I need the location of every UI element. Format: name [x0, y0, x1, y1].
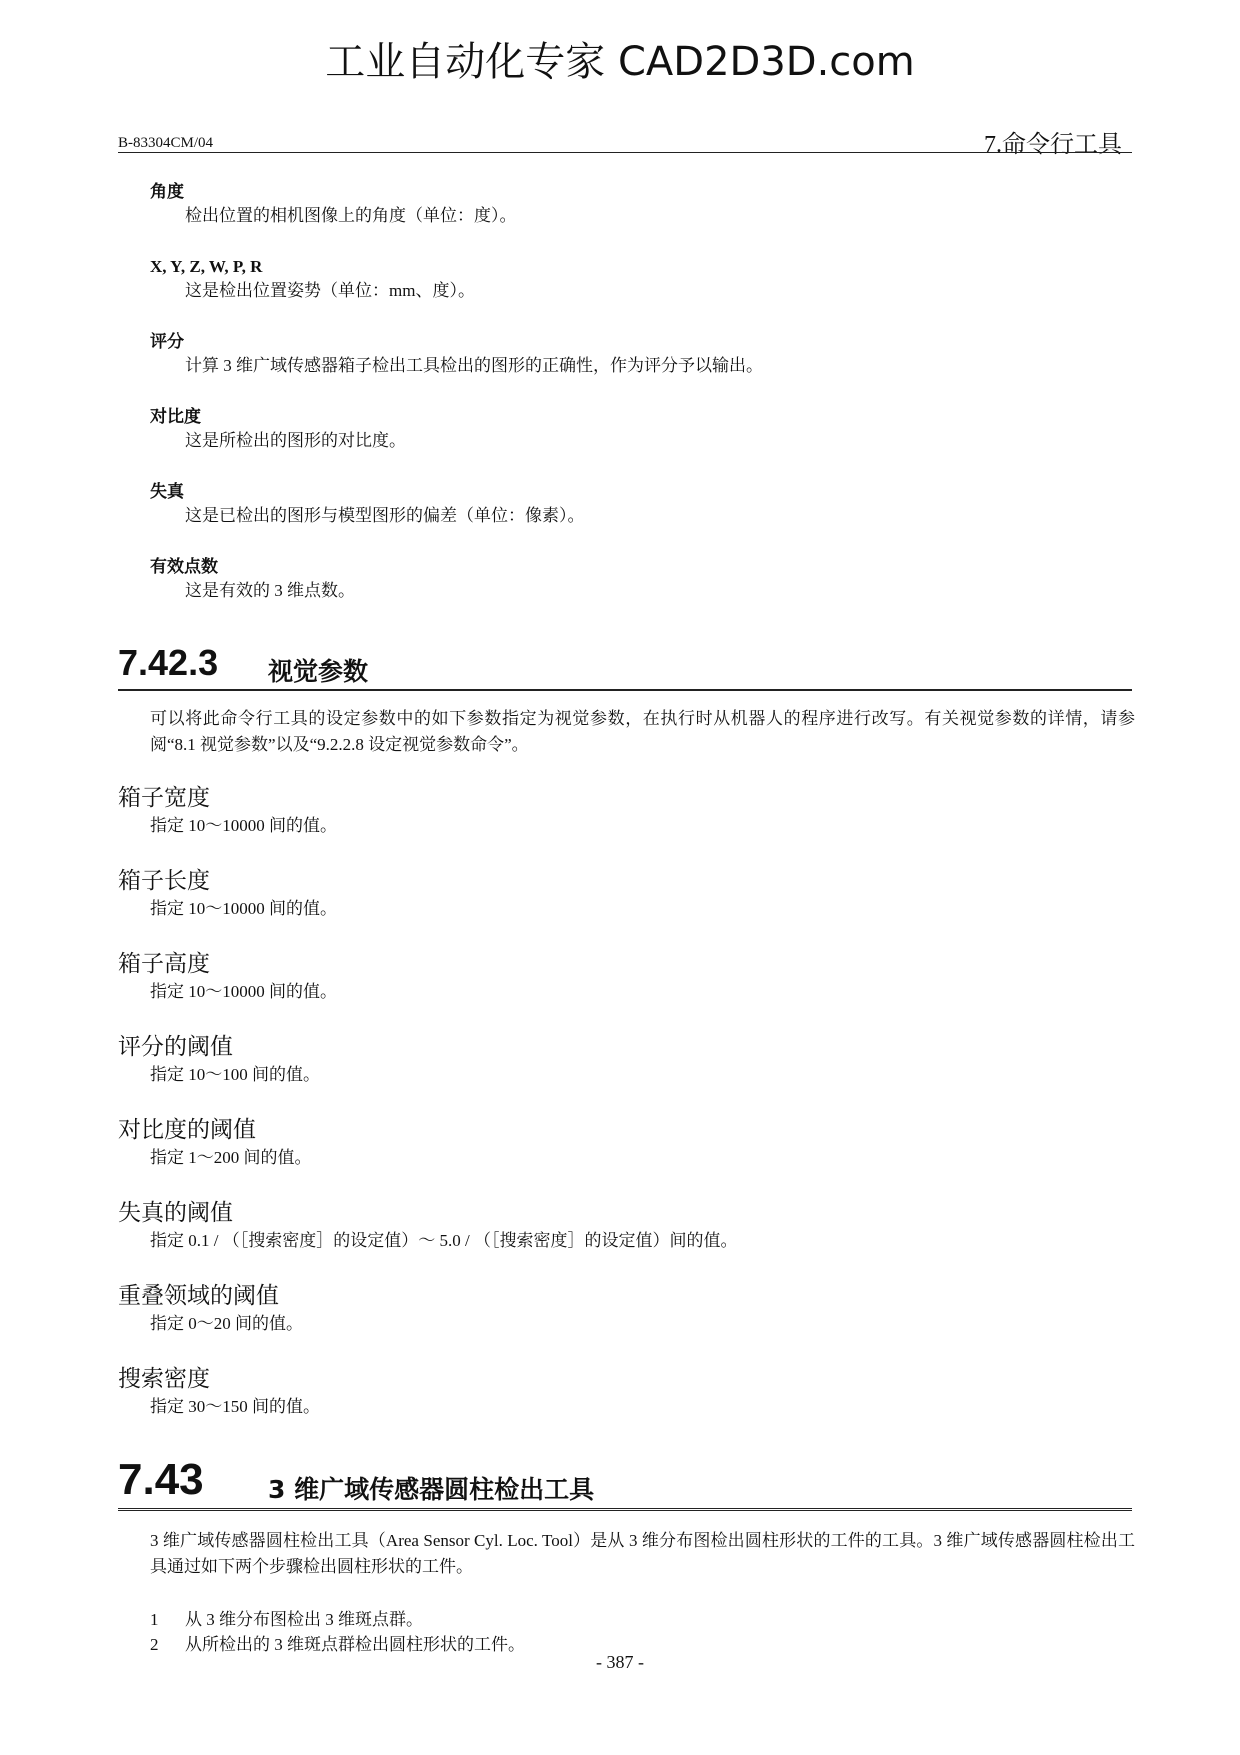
param-name: 对比度的阈值 [118, 1117, 256, 1143]
section-rule [118, 1508, 1132, 1511]
param-name: 失真的阈值 [118, 1200, 233, 1226]
section-title: 3 维广域传感器圆柱检出工具 [268, 1475, 595, 1504]
param-contrast-threshold [118, 1114, 312, 1170]
param-search-density [118, 1363, 320, 1419]
result-item-pose [150, 255, 475, 303]
term: 对比度 [150, 407, 201, 426]
list-item [150, 1605, 423, 1630]
result-item-angle [150, 180, 517, 228]
term: X, Y, Z, W, P, R [150, 257, 263, 276]
param-name: 重叠领域的阈值 [118, 1283, 279, 1309]
page-number: - 387 - [596, 1652, 644, 1672]
list-number: 2 [150, 1635, 159, 1654]
param-description: 指定 10～10000 间的值。 [150, 816, 337, 835]
param-description: 指定 1～200 间的值。 [150, 1148, 312, 1167]
result-item-valid-points [150, 555, 355, 603]
term-description: 计算 3 维广域传感器箱子检出工具检出的图形的正确性，作为评分予以输出。 [185, 356, 763, 375]
param-score-threshold [118, 1031, 320, 1087]
param-overlap-threshold [118, 1280, 303, 1336]
section-title: 视觉参数 [268, 657, 369, 686]
list-number: 1 [150, 1610, 159, 1629]
doc-code: B-83304CM/04 [118, 135, 214, 151]
param-name: 评分的阈值 [118, 1034, 233, 1060]
param-name: 搜索密度 [118, 1366, 210, 1392]
param-box-height [118, 948, 337, 1004]
chapter-title: 7.命令行工具 [984, 132, 1122, 158]
param-description: 指定 30～150 间的值。 [150, 1397, 320, 1416]
section-number: 7.42.3 [118, 642, 219, 683]
term-description: 这是所检出的图形的对比度。 [185, 431, 406, 450]
term: 有效点数 [150, 557, 218, 576]
param-box-length [118, 865, 337, 921]
site-banner: 工业自动化专家 CAD2D3D.com [325, 39, 915, 85]
term-description: 这是有效的 3 维点数。 [185, 581, 355, 600]
param-description: 指定 10～10000 间的值。 [150, 982, 337, 1001]
header-rule [118, 152, 1132, 153]
term: 失真 [150, 482, 184, 501]
result-item-contrast [150, 405, 406, 453]
param-name: 箱子宽度 [118, 785, 210, 811]
param-description: 指定 0～20 间的值。 [150, 1314, 303, 1333]
param-description: 指定 10～100 间的值。 [150, 1065, 320, 1084]
result-item-distortion [150, 480, 585, 528]
param-description: 指定 0.1 / （［搜索密度］的设定值）～ 5.0 / （［搜索密度］的设定值）间的值。 [150, 1231, 738, 1250]
term: 角度 [150, 182, 184, 201]
param-box-width [118, 782, 337, 838]
term-description: 这是已检出的图形与模型图形的偏差（单位：像素）。 [185, 506, 585, 525]
section-intro: 3 维广域传感器圆柱检出工具（Area Sensor Cyl. Loc. Tool）是从 3 维分布图检出圆柱形状的工件的工具。3 维广域传感器圆柱检出工具通过如下两个步骤检出圆柱形状的工件。 [150, 1531, 1135, 1576]
param-description: 指定 10～10000 间的值。 [150, 899, 337, 918]
list-text: 从 3 维分布图检出 3 维斑点群。 [185, 1610, 423, 1629]
term-description: 这是检出位置姿势（单位：mm、度）。 [185, 281, 475, 300]
term-description: 检出位置的相机图像上的角度（单位：度）。 [185, 206, 517, 225]
result-item-score [150, 330, 763, 378]
param-name: 箱子长度 [118, 868, 210, 894]
section-rule [118, 689, 1132, 691]
list-text: 从所检出的 3 维斑点群检出圆柱形状的工件。 [185, 1635, 525, 1654]
term: 评分 [150, 332, 184, 351]
param-distortion-threshold [118, 1197, 737, 1253]
section-intro: 可以将此命令行工具的设定参数中的如下参数指定为视觉参数，在执行时从机器人的程序进行改写。有关视觉参数的详情，请参阅“8.1 视觉参数”以及“9.2.2.8 设定视觉参数命令”。 [150, 709, 1135, 754]
section-number: 7.43 [118, 1455, 204, 1504]
param-name: 箱子高度 [118, 951, 210, 977]
